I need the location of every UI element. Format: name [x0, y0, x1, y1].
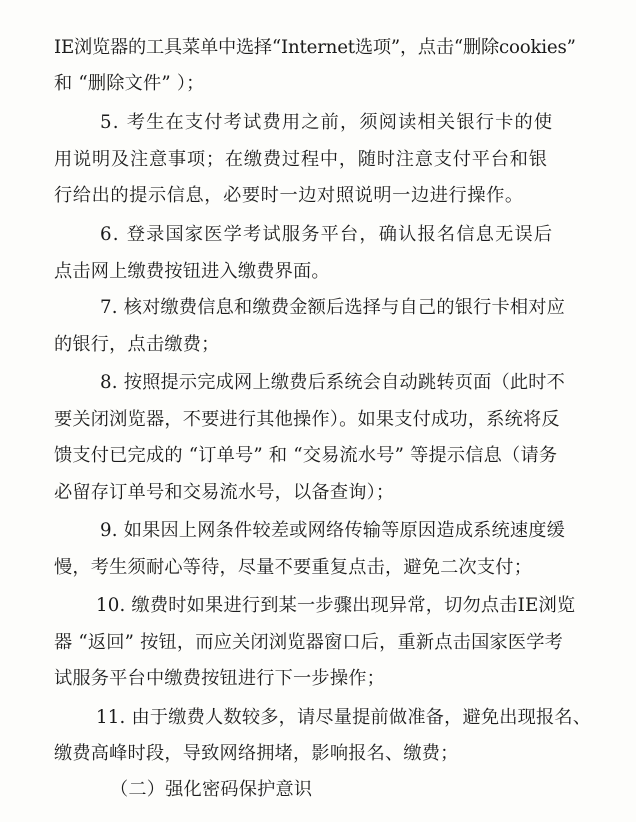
paragraph-line: 器 “返回” 按钮，而应关闭浏览器窗口后，重新点击国家医学考: [54, 632, 564, 653]
paragraph-line: 5. 考生在支付考试费用之前，须阅读相关银行卡的使: [100, 112, 554, 133]
paragraph-line: 10. 缴费时如果进行到某一步骤出现异常，切勿点击IE浏览: [96, 595, 576, 616]
paragraph-line: 点击网上缴费按钮进入缴费界面。: [54, 261, 330, 282]
paragraph-line: IE浏览器的工具菜单中选择“Internet选项”，点击“删除cookies”: [54, 37, 576, 58]
paragraph-line: 馈支付已完成的 “订单号” 和 “交易流水号” 等提示信息（请务: [54, 445, 558, 466]
paragraph-line: 和 “删除文件” ）；: [54, 73, 205, 94]
section-heading: （二）强化密码保护意识: [110, 779, 313, 800]
paragraph-line: 要关闭浏览器，不要进行其他操作）。如果支付成功，系统将反: [54, 409, 560, 430]
paragraph-line: 缴费高峰时段，导致网络拥堵，影响报名、缴费；: [54, 743, 459, 764]
paragraph-line: 必留存订单号和交易流水号，以备查询）；: [54, 482, 395, 503]
paragraph-line: 慢，考生须耐心等待，尽量不要重复点击，避免二次支付；: [54, 557, 533, 578]
paragraph-line: 9. 如果因上网条件较差或网络传输等原因造成系统速度缓: [100, 520, 566, 541]
paragraph-line: 6. 登录国家医学考试服务平台，确认报名信息无误后: [100, 224, 554, 245]
paragraph-line: 行给出的提示信息，必要时一边对照说明一边进行操作。: [54, 185, 524, 206]
paragraph-line: 的银行，点击缴费；: [54, 334, 220, 355]
paragraph-line: 试服务平台中缴费按钮进行下一步操作；: [54, 668, 385, 689]
paragraph-line: 8. 按照提示完成网上缴费后系统会自动跳转页面（此时不: [100, 372, 566, 393]
paragraph-line: 7. 核对缴费信息和缴费金额后选择与自己的银行卡相对应: [100, 297, 566, 318]
paragraph-line: 11. 由于缴费人数较多，请尽量提前做准备，避免出现报名、: [96, 707, 592, 728]
paragraph-line: 用说明及注意事项；在缴费过程中，随时注意支付平台和银: [54, 149, 548, 170]
